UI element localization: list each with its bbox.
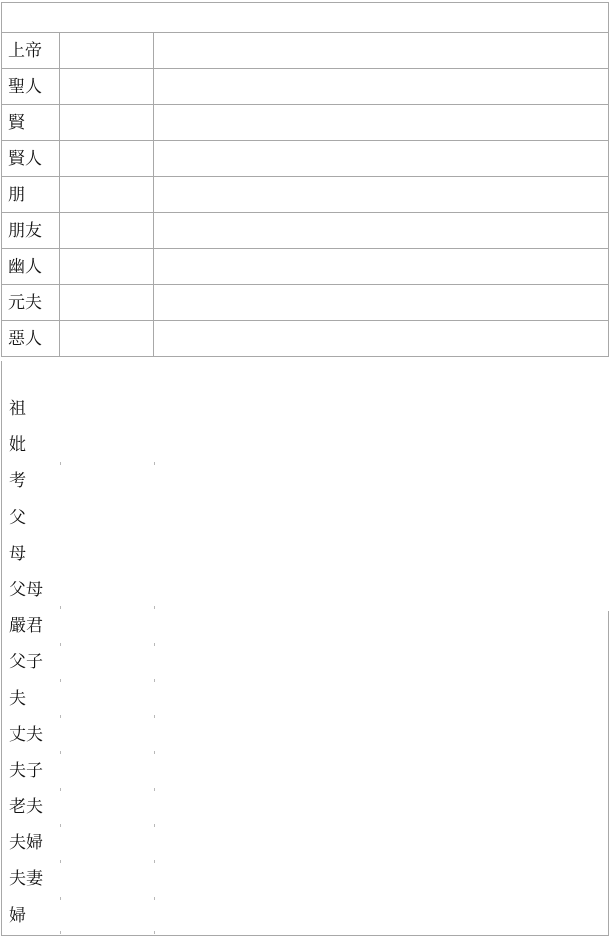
border-tick <box>60 860 61 863</box>
term-cell: 元夫 <box>2 285 60 321</box>
empty-cell <box>154 213 609 249</box>
table-row <box>2 69 609 105</box>
border-tick <box>154 643 155 646</box>
empty-cell <box>60 213 154 249</box>
empty-cell <box>60 285 154 321</box>
table-row <box>2 285 609 321</box>
border-tick <box>60 897 61 900</box>
empty-cell <box>60 249 154 285</box>
border-tick <box>60 715 61 718</box>
border-tick <box>154 715 155 718</box>
border-tick <box>154 606 155 609</box>
empty-cell <box>60 33 154 69</box>
list-item: 夫婦 <box>9 833 43 854</box>
term-cell: 聖人 <box>2 69 60 105</box>
border-tick <box>60 931 61 934</box>
list-item: 嚴君 <box>9 616 43 637</box>
term-cell: 賢 <box>2 105 60 141</box>
list-item: 老夫 <box>9 797 43 818</box>
empty-cell <box>154 141 609 177</box>
table-row <box>2 177 609 213</box>
term-cell: 上帝 <box>2 33 60 69</box>
table-row <box>2 249 609 285</box>
list-item: 考 <box>9 471 26 492</box>
border-tick <box>154 788 155 791</box>
table-header-row <box>2 3 609 33</box>
empty-cell <box>60 105 154 141</box>
empty-cell <box>154 33 609 69</box>
empty-cell <box>154 285 609 321</box>
empty-cell <box>154 321 609 357</box>
empty-cell <box>154 177 609 213</box>
border-tick <box>154 860 155 863</box>
term-cell: 賢人 <box>2 141 60 177</box>
table-row <box>2 213 609 249</box>
empty-cell <box>60 141 154 177</box>
border-tick <box>60 788 61 791</box>
list-item: 妣 <box>9 435 26 456</box>
border-tick <box>154 751 155 754</box>
border-tick <box>60 751 61 754</box>
list-item: 母 <box>9 543 26 564</box>
term-cell: 惡人 <box>2 321 60 357</box>
list-item: 父母 <box>9 579 43 600</box>
border-tick <box>60 643 61 646</box>
border-tick <box>154 897 155 900</box>
table-row <box>2 33 609 69</box>
term-cell: 朋 <box>2 177 60 213</box>
border-tick <box>154 679 155 682</box>
empty-cell <box>60 321 154 357</box>
list-item: 夫 <box>9 688 26 709</box>
list-item: 夫妻 <box>9 869 43 890</box>
header-cell <box>2 3 609 33</box>
table-row <box>2 141 609 177</box>
list-item: 丈夫 <box>9 724 43 745</box>
empty-cell <box>60 177 154 213</box>
list-item: 婦 <box>9 905 26 926</box>
glossary-table <box>1 2 609 357</box>
border-tick <box>154 824 155 827</box>
border-tick <box>60 824 61 827</box>
term-cell: 朋友 <box>2 213 60 249</box>
empty-cell <box>154 249 609 285</box>
empty-cell <box>154 105 609 141</box>
lower-term-section <box>1 361 609 936</box>
border-tick <box>60 462 61 465</box>
table-row <box>2 105 609 141</box>
border-tick <box>154 462 155 465</box>
empty-cell <box>60 69 154 105</box>
table-row <box>2 321 609 357</box>
list-item: 父 <box>9 507 26 528</box>
list-item: 父子 <box>9 652 43 673</box>
list-item: 祖 <box>9 399 26 419</box>
border-tick <box>60 606 61 609</box>
list-item: 夫子 <box>9 760 43 781</box>
term-list <box>9 391 43 934</box>
border-tick <box>60 679 61 682</box>
term-cell: 幽人 <box>2 249 60 285</box>
empty-cell <box>154 69 609 105</box>
border-tick <box>154 931 155 934</box>
